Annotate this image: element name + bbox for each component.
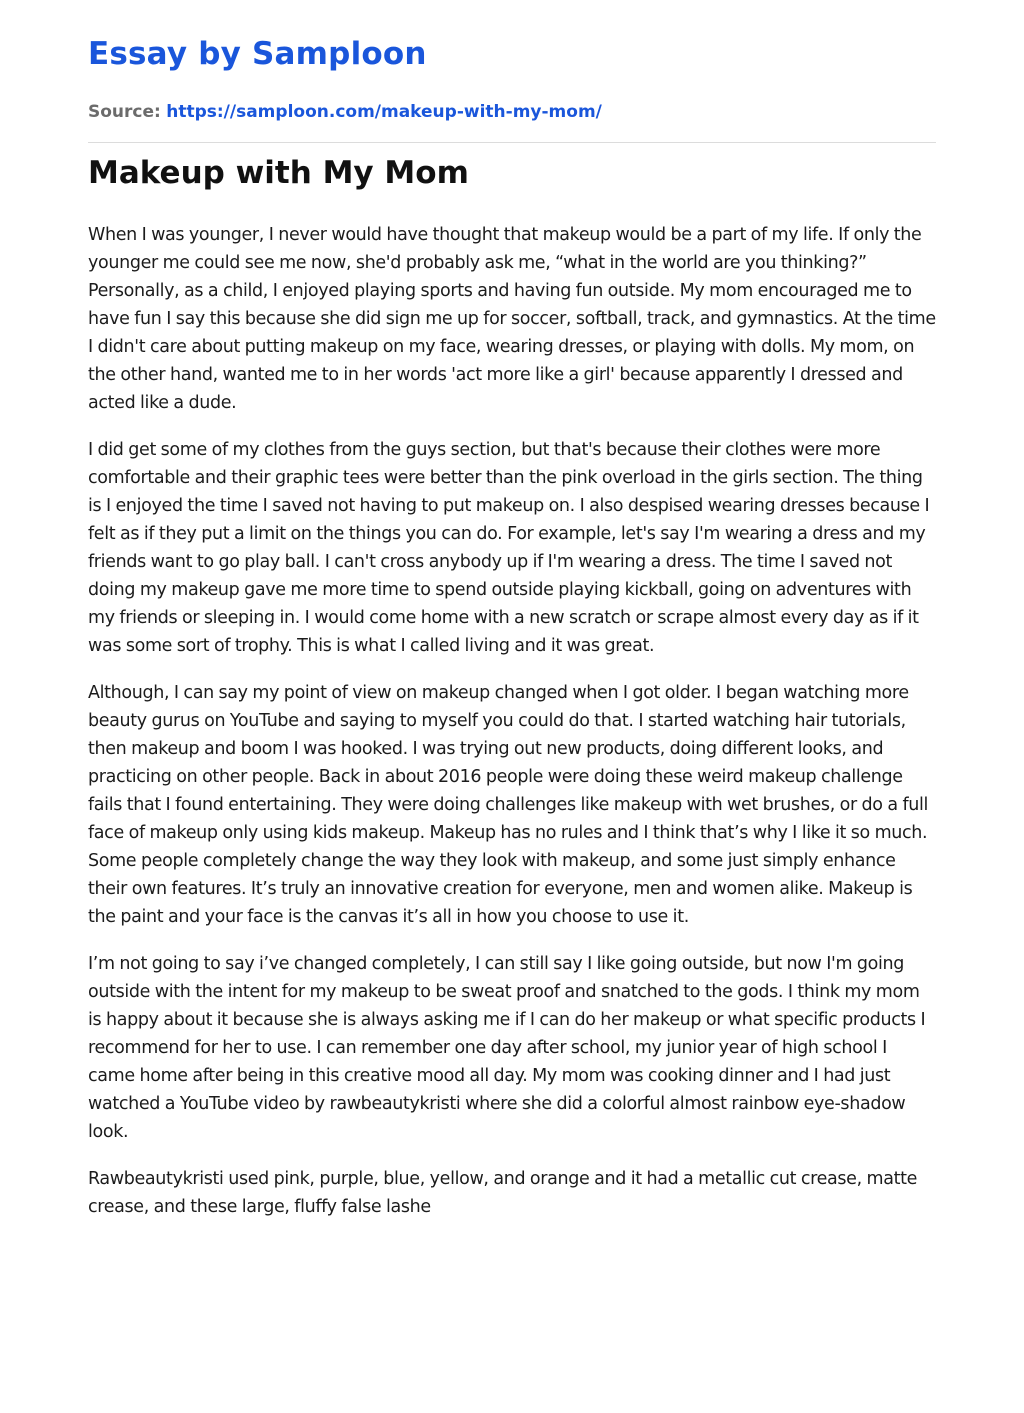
essay-paragraph: Rawbeautykristi used pink, purple, blue, yellow, and orange and it had a metallic cut crease, matte crease, and these large, fluffy false lashe — [88, 1169, 918, 1217]
essay-body — [88, 221, 936, 1240]
source-link[interactable]: https://samploon.com/makeup-with-my-mom/ — [166, 102, 602, 122]
source-line — [88, 102, 602, 122]
essay-title: Makeup with My Mom — [88, 155, 469, 191]
site-brand-heading: Essay by Samploon — [88, 36, 427, 72]
essay-paragraph: I’m not going to say i’ve changed completely, I can still say I like going outside, but now I'm going outside with the intent for my makeup to be sweat proof and snatched to the gods. I think my mom is happy about it because she is always asking me if I can do her makeup or what specific products I recommend for her to use. I can remember one day after school, my junior year of high school I came home after being in this creative mood all day. My mom was cooking dinner and I had just watched a YouTube video by rawbeautykristi where she did a colorful almost rainbow eye-shadow look. — [88, 954, 926, 1142]
essay-paragraph: When I was younger, I never would have thought that makeup would be a part of my life. If only the younger me could see me now, she'd probably ask me, “what in the world are you thinking?” Personally, as a child, I enjoyed playing sports and having fun outside. My mom encouraged me to have fun I say this because she did sign me up for soccer, softball, track, and gymnastics. At the time I didn't care about putting makeup on my face, wearing dresses, or playing with dolls. My mom, on the other hand, wanted me to in her words 'act more like a girl' because apparently I dressed and acted like a dude. — [88, 225, 936, 413]
essay-paragraph: Although, I can say my point of view on makeup changed when I got older. I began watching more beauty gurus on YouTube and saying to myself you could do that. I started watching hair tutorials, then makeup and boom I was hooked. I was trying out new products, doing different looks, and practicing on other people. Back in about 2016 people were doing these weird makeup challenge fails that I found entertaining. They were doing challenges like makeup with wet brushes, or do a full face of makeup only using kids makeup. Makeup has no rules and I think that’s why I like it so much. Some people completely change the way they look with makeup, and some just simply enhance their own features. It’s truly an innovative creation for everyone, men and women alike. Makeup is the paint and your face is the canvas it’s all in how you choose to use it. — [88, 683, 929, 927]
essay-paragraph: I did get some of my clothes from the guys section, but that's because their clothes were more comfortable and their graphic tees were better than the pink overload in the girls section. The thing is I enjoyed the time I saved not having to put makeup on. I also despised wearing dresses because I felt as if they put a limit on the things you can do. For example, let's say I'm wearing a dress and my friends want to go play ball. I can't cross anybody up if I'm wearing a dress. The time I saved not doing my makeup gave me more time to spend outside playing kickball, going on adventures with my friends or sleeping in. I would come home with a new scratch or scrape almost every day as if it was some sort of trophy. This is what I called living and it was great. — [88, 440, 930, 656]
header-divider — [88, 142, 936, 143]
source-label: Source: — [88, 102, 161, 122]
